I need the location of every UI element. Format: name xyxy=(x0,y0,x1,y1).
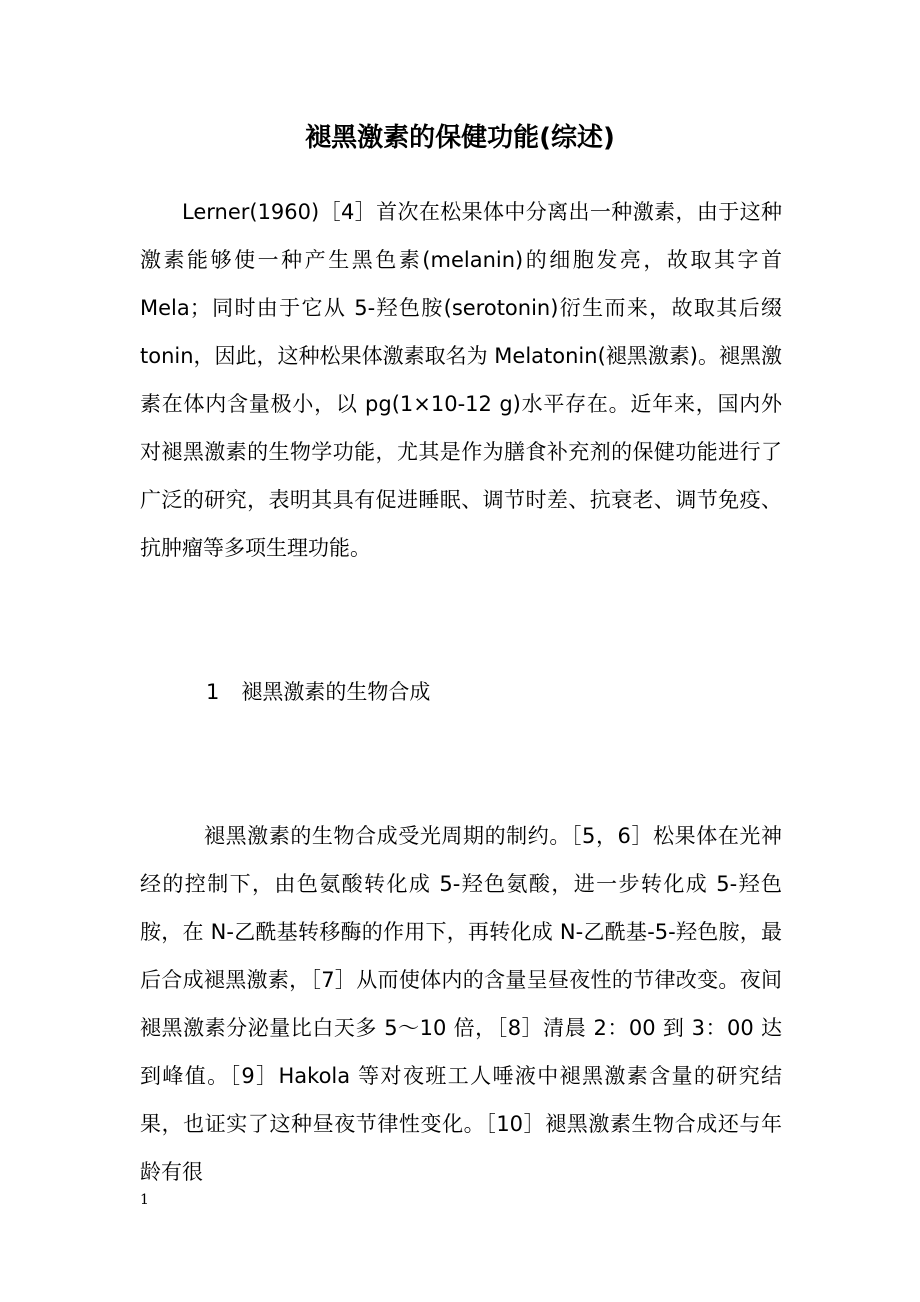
section-heading xyxy=(206,668,430,716)
section-number: 1 xyxy=(206,680,220,704)
page-number: 1 xyxy=(140,1192,149,1208)
document-title: 褪黑激素的保健功能(综述) xyxy=(305,123,615,153)
section-title: 褪黑激素的生物合成 xyxy=(241,680,431,704)
intro-paragraph: Lerner(1960)［4］首次在松果体中分离出一种激素，由于这种激素能够使一种产生黑色素(melanin)的细胞发亮，故取其字首 Mela；同时由于它从 5-羟色胺(serotonin)衍生而来，故取其后缀 tonin，因此，这种松果体激素取名为 Melatonin(褪黑激素)。褪黑激素在体内含量极小，以 pg(1×10-12 g)水平存在。近年来，国内外对褪黑激素的生物学功能，尤其是作为膳食补充剂的保健功能进行了广泛的研究，表明其具有促进睡眠、调节时差、抗衰老、调节免疫、抗肿瘤等多项生理功能。 xyxy=(140,200,782,560)
body-paragraph: 褪黑激素的生物合成受光周期的制约。［5，6］松果体在光神经的控制下，由色氨酸转化成 5-羟色氨酸，进一步转化成 5-羟色胺，在 N-乙酰基转移酶的作用下，再转化成 N-乙酰基-5-羟色胺，最后合成褪黑激素，［7］从而使体内的含量呈昼夜性的节律改变。夜间褪黑激素分泌量比白天多 5～10 倍，［8］清晨 2：00 到 3：00 达到峰值。［9］Hakola 等对夜班工人唾液中褪黑激素含量的研究结果，也证实了这种昼夜节律性变化。［10］褪黑激素生物合成还与年龄有很 xyxy=(140,824,782,1184)
